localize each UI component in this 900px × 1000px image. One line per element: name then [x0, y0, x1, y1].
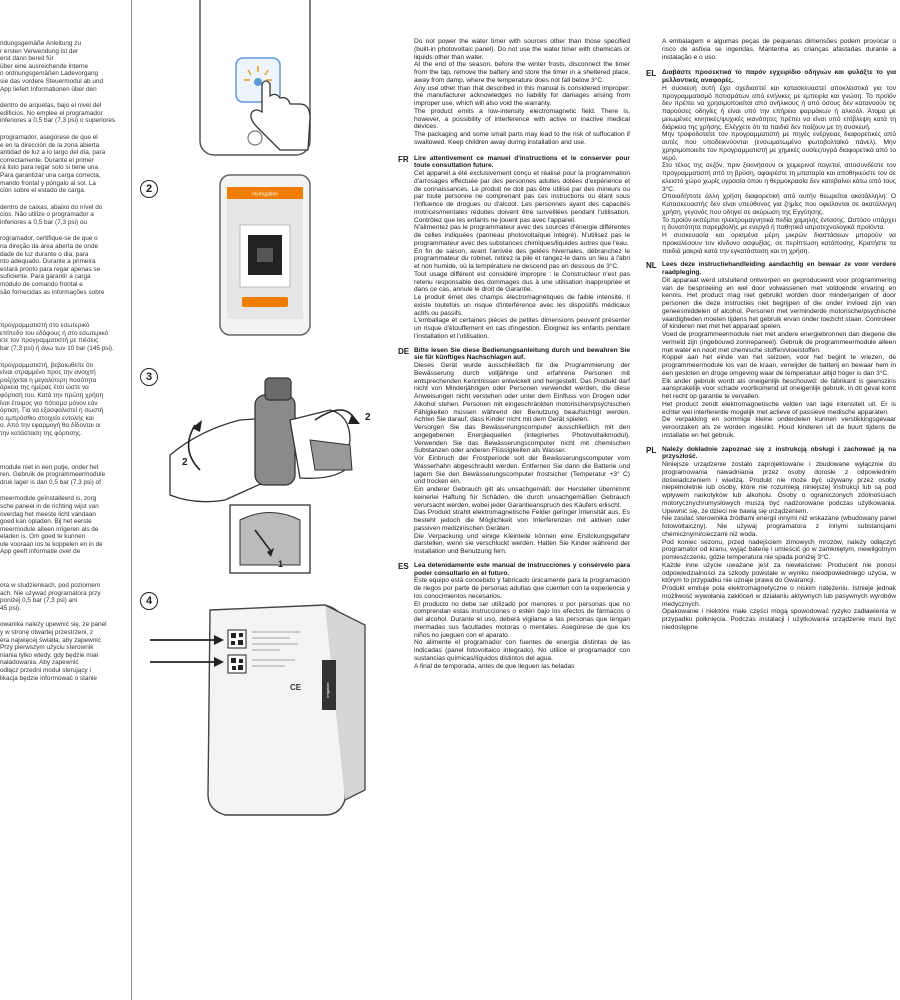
left-text-line: owanika należy upewnić się, że panel: [0, 621, 107, 629]
left-text-line: ción sobre el estado de carga.: [0, 187, 86, 195]
paragraph: Elk ander gebruik wordt als oneigenlijk beschouwd: de fabrikant is geenszins aansprakelijk voor schade voortkomend uit oneigenlijk gebruik, in dit geval komt het recht op garantie te vervallen.: [662, 377, 896, 400]
paragraph: Produkt emituje pola elektromagnetyczne o niskim natężeniu. Istnieje jednak możliwość wywołania zakłóceń w działaniu aktywnych lub pasywnych wyrobów medycznych.: [662, 585, 896, 608]
left-text-line: suficiente. Para garantir a carga: [0, 273, 91, 281]
left-text-line: άρκεια της ημέρας έτσι ώστε να: [0, 384, 89, 392]
left-text-line: ετε τον προγραμματιστή με πιέσεις: [0, 337, 99, 345]
paragraph: Voed de programmeermodule niet met andere energiebronnen dan diegene die vermeld zijn (ingebouwd zonnepaneel). Gebruik de programmeermodule alleen met water en nooit met chemische stoffen/vloeistoffen.: [662, 331, 896, 354]
left-text-line: dentro de caixas, abaixo do nível do: [0, 203, 103, 211]
paragraph: L'emballage et certaines pièces de petites dimensions peuvent présenter un risque d'étouffement en cas d'ingestion. Éloignez les enfants pendant l'installation et l'utilisation.: [414, 317, 630, 340]
left-text-line: Przy pierwszym użyciu sterownik: [0, 644, 94, 652]
left-text-line: ο. Από την εφαρμογή θα δίδονται οι: [0, 422, 101, 430]
language-code: EL: [646, 69, 657, 79]
left-text-line: meermodule alleen irrigeren als de: [0, 525, 99, 533]
left-text-line: επίπεδο του εδάφους ή στο εσωτερικό: [0, 329, 109, 337]
app-screen-illustration: [220, 175, 310, 335]
left-text-line: την κατάσταση της φόρτισης.: [0, 429, 82, 437]
paragraph: Het product zendt elektromagnetische velden van lage intensiteit uit. Er is echter wel interferentie mogelijk met actieve of passieve medische apparaten.: [662, 400, 896, 416]
language-code: FR: [398, 154, 409, 164]
left-text-line: correctamente. Durante el primer: [0, 156, 94, 164]
left-text-line: ροέρχεται η μεγαλύτερη ποσότητα: [0, 376, 97, 384]
paragraph: Le produit émet des champs électromagnétiques de faible intensité. Il existe toutefois un risque d'interférence avec les dispositifs médicaux actifs ou passifs.: [414, 294, 630, 317]
step-number-4: 4: [140, 592, 158, 610]
paragraph: Any use other than that described in this manual is considered improper: the manufacturer acknowledges no liability for damages arising from improper use, which will also void the warranty.: [414, 84, 630, 107]
left-text-line: cios. Não utilize o programador a: [0, 211, 94, 219]
language-section-de: [398, 347, 630, 556]
arrow-label: 2: [365, 412, 371, 423]
paragraph: Cet appareil a été exclusivement conçu et réalisé pour la programmation d'arrosages effectuée par des personnes adultes dotées d'expérience et de connaissances. Le produit ne doit pas être utilisé par des mineurs ou par toute personne ne comprenant pas ces instructions ou étant sous l'influence de drogues ou d'alcool. Les personnes ayant des capacités motrices/mentales réduites doivent être surveillées pendant l'utilisation. Contrôlez que les enfants ne jouent pas avec l'appareil.: [414, 170, 630, 224]
paragraph: Dieses Gerät wurde ausschließlich für die Programmierung der Bewässerung durch volljährige und erfahrene Personen mit entsprechenden Kenntnissen entwickelt und hergestellt. Das Produkt darf nicht von Minderjährigen oder Personen verwendet werden, die diese Anweisungen nicht verstehen oder unter dem Einfluss von Drogen oder Alkohol stehen. Personen mit eingeschränkten motorischen/psychischen Fähigkeiten müssen während der Benutzung beaufsichtigt werden. Achten Sie darauf, dass Kinder nicht mit dem Gerät spielen.: [414, 362, 630, 424]
language-section-fr: [398, 155, 630, 341]
left-text-line: ren. Gebruik de programmeermodule: [0, 471, 106, 479]
left-text-line: estará pronto para regar apenas se: [0, 265, 101, 273]
language-section-nl: [646, 261, 896, 439]
left-text-line: overdag het meeste licht vandaan: [0, 510, 96, 518]
language-code: NL: [646, 261, 657, 271]
paragraph: Każde inne użycie uważane jest za niewłaściwe: Producent nie ponosi odpowiedzialności za szkody powstałe w wyniku nieodpowiedniego użycia, w którym to przypadku nie uznaje prawa do Gwarancji.: [662, 561, 896, 585]
left-text-line: antidad de luz a lo largo del día, para: [0, 149, 106, 157]
left-text-line: druk lager is dan 0,5 bar (7,3 psi) of: [0, 478, 101, 486]
step-number-2: 2: [140, 180, 158, 198]
paragraph: Nie zasilać sterownika źródłami energii innymi niż wskazane (wbudowany panel fotowoltaiczny). Nie używaj programatora z innymi substancjami chemicznymi/cieczami niż woda.: [662, 515, 896, 538]
left-text-line: sie das vordere Steuermodul ab und: [0, 77, 104, 85]
english-safety-text: [398, 38, 630, 147]
paragraph: De verpakking en sommige kleine onderdelen kunnen verstikkingsgevaar veroorzaken als ze worden ingeslikt. Houd kinderen uit de buurt tijdens de installatie en het gebruik.: [662, 416, 896, 439]
left-text-line: φόρτισή του. Κατά την πρώτη χρήση: [0, 391, 104, 399]
left-text-line: dentro de arquetas, bajo el nivel del: [0, 102, 102, 110]
left-text-line: n ordnungsgemäßen Ladevorgang: [0, 70, 99, 78]
paragraph: Vor Einbruch der Frostperiode soll der Bewässerungscomputer vom Wasserhahn abgeschraubt werden. Entfernen Sie dann die Batterie und lagern Sie den Bewässerungscomputer frostsicher (Temperatur +3° C) und trocken ein.: [414, 455, 630, 486]
portuguese-safety-text: [646, 38, 896, 61]
left-text-line: ndungsgemäße Anleitung zu: [0, 40, 82, 47]
left-column-fragment: [0, 40, 128, 682]
left-text-line: são fornecidas as informações sobre: [0, 288, 105, 296]
left-text-line: dade de luz durante o dia, para: [0, 250, 89, 258]
paragraph: A embalagem e algumas peças de pequenas dimensões podem provocar o risco de asfixia se ingeridas. Mantenha as crianças afastadas durante a instalação e o uso.: [662, 38, 896, 61]
paragraph: The packaging and some small parts may lead to the risk of suffocation if swallowed. Keep children away during installation and use.: [414, 131, 630, 146]
left-text-line: όρτιση. Για να εξασφαλιστεί η σωστή: [0, 407, 104, 415]
left-text-line: odłącz przedni moduł sterujący i: [0, 667, 91, 674]
language-section-pl: [646, 446, 896, 632]
paragraph: Dit apparaat werd uitsluitend ontworpen en geproduceerd voor programmering van de besproeiing en wel door volwassenen met voldoende ervaring en kennis. Het product mag niet gebruikt worden door minderjarigen of door personen die deze instructies niet begrijpen of die onder invloed zijn van geneesmiddelen of alcohol. Personen met verminderde motorische/psychische vaardigheden moeten tijdens het gebruik ervan onder toezicht staan. Controleer of kinderen niet met het apparaat spelen.: [662, 276, 896, 331]
left-text-line: bar (7,3 psi) ή άνω των 10 bar (145 psi).: [0, 345, 114, 352]
paragraph: Tout usage différent est considéré impropre : le Constructeur n'est pas retenu responsable des dommages dus à une utilisation inappropriée et dans ce cas, annule le droit de Garantie.: [414, 270, 630, 294]
paragraph: Das Produkt strahlt elektromagnetische Felder geringer Intensität aus. Es besteht jedoch die Möglichkeit von Interferenzen mit aktiven oder passiven medizinischen Geräten.: [414, 509, 630, 532]
paragraph: Η συσκευασία και ορισμένα μέρη μικρών διαστάσεων μπορούν να προκαλέσουν τον κίνδυνο ασφυξίας, σε περίπτωση κατάποσης. Κρατήστε τα παιδιά μακριά κατά την εγκατάσταση και τη χρήση.: [662, 232, 896, 255]
left-text-line: niania tylko wtedy, gdy będzie miał: [0, 651, 98, 659]
left-text-line: r ersten Verwendung ist der: [0, 47, 79, 55]
phone-tap-illustration: [200, 0, 310, 155]
arrow-label: 1: [278, 559, 284, 569]
paragraph: No alimente el programador con fuentes de energía distintas de las indicadas (panel fotovoltaico integrado). No utilice el programador con sustancias químicas/líquidos distintos del agua.: [414, 639, 630, 662]
language-section-el: [646, 69, 896, 255]
left-text-line: είναι στραμμένο προς την ανοιχτή: [0, 369, 96, 377]
left-text-line: über eine ausreichende interne: [0, 62, 89, 70]
paragraph: Opakowanie i niektóre małe części mogą spowodować ryzyko zadławienia w przypadku połknięcia. Podczas instalacji i użytkowania urządzenie musi być niedostępne: [662, 608, 896, 631]
paragraph: Die Verpackung und einige Kleinteile können eine Erstickungsgefahr darstellen, wenn sie verschluckt werden. Halten Sie Kinder während der Installation und Benutzung fern.: [414, 532, 630, 555]
right-text-column: [646, 38, 896, 638]
middle-text-column: [398, 38, 630, 676]
instruction-illustrations: [140, 0, 380, 1000]
left-text-line: ach. Nie używać programatora przy: [0, 589, 101, 597]
paragraph: Στο τέλος της σεζόν, πριν ξεκινήσουν οι χειμερινοί παγετοί, αποσυνδέστε τον προγραμματιστή από τη βρύση, αφαιρέστε τη μπαταρία και αποθηκεύστε τον σε κλειστό χώρο χωρίς υγρασία όπου η θερμοκρασία δεν κατεβαίνει κάτω από τους 3°C.: [662, 162, 896, 193]
left-text-line: goed kan opladen. Bij het eerste: [0, 518, 92, 526]
left-text-line: ο εμπρόσθιο στοιχείο εντολής και: [0, 414, 94, 422]
left-text-line: ule vooraan los te koppelen en in de: [0, 540, 103, 548]
step-number-3: 3: [140, 368, 158, 386]
paragraph: At the end of the season, before the winter frosts, disconnect the timer from the tap, remove the battery and store the timer in a sheltered place, away from damp, where the temperature does not fall below 3°C.: [414, 61, 630, 84]
left-text-line: likacja będzie informować o stanie: [0, 674, 97, 682]
app-header-text: myirrigation: [252, 191, 278, 198]
left-text-line: inferiores a 0,5 bar (7,3 psi) o superiores: [0, 117, 116, 125]
paragraph: Οποιαδήποτε άλλη χρήση διαφορετική από αυτήν θεωρείται ακατάλληλη: Ο Κατασκευαστής δεν είναι υπεύθυνος για ζημίες που οφείλονται σε ακατάλληλη χρήση, γεγονός που οδηγεί σε ακύρωση της Εγγύησης.: [662, 193, 896, 216]
left-text-line: rá listo para regar solo si tiene una: [0, 164, 99, 172]
left-text-line: ίναι έτοιμος για πότισμα μόνον εάν: [0, 399, 98, 407]
arrow-label: 2: [182, 457, 188, 468]
paragraph: En fin de saison, avant l'arrivée des gelées hivernales, débranchez le programmateur du robinet, retirez la pile et rangez-le dans un lieu à l'abri et non humide, où la température ne descend pas en dessous de 3°C.: [414, 247, 630, 270]
left-text-line: poniżej 0,5 bar (7,3 psi) ani: [0, 597, 78, 605]
left-text-line: eladen is. Om goed te kunnen: [0, 533, 86, 541]
paragraph: Lire attentivement ce manuel d'instructions et le conserver pour toute consultation future.: [414, 154, 630, 170]
left-text-line: προγραμματιστή, βεβαιωθείτε ότι: [0, 361, 94, 369]
paragraph: Niniejsze urządzenie zostało zaprojektowane i zbudowane wyłącznie do programowania nawadniania przez osoby dorosłe z odpowiednim doświadczeniem i wiedzą. Produkt nie może być używany przez osoby niepełnoletnie lub osoby, które nie rozumieją niniejszej instrukcji lub są pod wpływem narkotyków lub alkoholu. Osoby o ograniczonych zdolnościach motorycznych/umysłowych muszą być nadzorowane podczas użytkowania. Upewnić się, że dzieci nie bawią się urządzeniem.: [662, 461, 896, 515]
left-text-line: y w stronę otwartej przestrzeni, z: [0, 629, 94, 637]
hands-detach-illustration: [170, 378, 371, 573]
left-text-line: App geeft informatie over de: [0, 548, 81, 556]
left-text-line: προγραμματιστή στο εσωτερικό: [0, 322, 90, 330]
language-section-es: [398, 562, 630, 671]
paragraph: A final de temporada, antes de que lleguen las heladas: [414, 662, 575, 670]
paragraph: Διαβάστε προσεκτικά το παρόν εγχειρίδιο οδηγιών και φυλάξτε το για μελλοντικές αναφορές.: [662, 69, 896, 84]
left-text-line: sche paneel in de richting wijst van: [0, 502, 99, 510]
left-text-line: rogramador, certifique-se de que o: [0, 235, 98, 243]
left-text-line: Para garantizar una carga correcta,: [0, 171, 101, 179]
paragraph: Μην τροφοδοτείτε τον προγραμματιστή με πηγές ενέργειας διαφορετικές από αυτές που υποδεικνύονται (ενσωματωμένο φωτοβολταϊκό πάνελ). Μην χρησιμοποιείτε τον προγραμματιστή με χημικές ουσίες/υγρά διαφορετικά από το νερό.: [662, 131, 896, 162]
left-text-line: na direção da área aberta de onde: [0, 243, 99, 251]
left-text-line: erst dann bereit für: [0, 55, 54, 63]
left-text-line: App liefert Informationen über den: [0, 85, 97, 93]
left-text-line: mando frontal y póngalo al sol. La: [0, 179, 96, 187]
paragraph: Η συσκευή αυτή έχει σχεδιαστεί και κατασκευαστεί αποκλειστικά για τον προγραμματισμό ποτισμάτων από ενήλικες με εμπειρία και γνώση. Το προϊόν δεν πρέπει να χρησιμοποιείται από ανήλικους ή από όσους δεν κατανοούν τις παρούσες οδηγίες ή είναι υπό την επήρεια φαρμάκων ή αλκοόλ. Άτομα με μειωμένες κινητικές/ψυχικές ικανότητες πρέπει να είναι υπό επίβλεψη κατά τη διάρκεια της χρήσης. Ελέγχετε ότι τα παιδιά δεν παίζουν με τη συσκευή.: [662, 84, 896, 131]
column-divider: [131, 0, 132, 1000]
left-text-line: e en la dirección de la zona abierta: [0, 141, 100, 149]
paragraph: Do not power the water timer with sources other than those specified (built-in photovoltaic panel). Do not use the water timer with chemicals or liquids other than water.: [414, 38, 630, 61]
language-code: ES: [398, 561, 409, 571]
language-code: PL: [646, 445, 657, 455]
device-qr-illustration: [150, 605, 365, 815]
left-text-line: module niet in een putje, onder het: [0, 463, 99, 471]
paragraph: Το προϊόν εκπέμπει ηλεκτρομαγνητικά πεδία χαμηλής έντασης. Ωστόσο υπάρχει η δυνατότητα παρεμβολής με ενεργά ή παθητικά ιατροτεχνολογικά προϊόντα.: [662, 216, 896, 232]
paragraph: Koppel aan het einde van het seizoen, voor het begint te vriezen, de programmeermodule los van de kraan, verwijder de batterij en bewaar hem in een gesloten en droge omgeving waar de temperatuur altijd hoger is dan 3°C.: [662, 354, 896, 377]
paragraph: The product emits a low-intensity electromagnetic field. There is, however, a possibility of interference with active or inactive medical devices.: [414, 107, 630, 131]
left-text-line: nto adequado. Durante a primeira: [0, 258, 96, 266]
left-text-line: ora w studzienkach, pod poziomem: [0, 582, 101, 590]
paragraph: Lea detenidamente este manual de instrucciones y consérvelo para poder consultarlo en el futuro.: [414, 561, 630, 577]
left-text-line: 45 psi).: [0, 604, 21, 612]
device-label: Irrigation: [325, 682, 330, 698]
paragraph: Lees deze instructiehandleiding aandachtig en bewaar ze voor verdere raadpleging.: [662, 261, 896, 276]
left-text-line: naładowania. Aby zapewnić: [0, 659, 79, 667]
left-text-line: meermodule geïnstalleerd is, zorg: [0, 495, 97, 503]
left-text-line: módulo de comando frontal e: [0, 281, 83, 289]
left-text-line: programador, asegúrese de que el: [0, 133, 98, 141]
paragraph: Pod koniec sezonu, przed nadejściem zimowych mrozów, należy odłączyć programator od kranu, wyjąć baterię i umieścić go w zamkniętym, niewilgotnym pomieszczeniu, gdzie temperatura nie spada poniżej 3°C.: [662, 538, 896, 561]
paragraph: Versorgen Sie das Bewässerungscomputer ausschließlich mit den angegebenen Energiequellen (integriertes Photovoltaikmodul). Verwenden Sie das Bewässerungscomputer nicht mit chemischen Substanzen oder anderen Flüssigkeiten als Wasser.: [414, 424, 630, 455]
language-code: DE: [398, 346, 410, 356]
paragraph: El producto no debe ser utilizado por menores o por personas que no comprendan estas instrucciones o estén bajo los efectos de fármacos o del alcohol. Durante el uso, deberá vigilarse a las personas que tengan mermadas sus facultades motoras o mentales. Asegúrese de que los niños no jueguen con el aparato.: [414, 600, 630, 639]
paragraph: Este equipo está concebido y fabricado únicamente para la programación de riegos por parte de personas adultas que cuenten con la experiencia y los conocimientos necesarios.: [414, 577, 630, 600]
left-text-line: inferiores a 0,5 bar (7,3 psi) ou: [0, 218, 88, 226]
paragraph: Należy dokładnie zapoznać się z instrukcją obsługi i zachować ją na przyszłość.: [662, 445, 896, 461]
paragraph: N'alimentez pas le programmateur avec des sources d'énergie différentes de celles indiquées (panneau photovoltaïque intégré). N'utilisez pas le programmateur avec des substances chimiques/liquides autres que l'eau.: [414, 224, 630, 247]
left-text-line: edificios. No emplee el programador: [0, 109, 103, 117]
paragraph: Ein anderer Gebrauch gilt als unsachgemäß: der Hersteller übernimmt keinerlei Haftung für Schäden, die durch unsachgemäßen Gebrauch verursacht werden, wobei jeder Garantieanspruch des Käufers erlischt.: [414, 486, 630, 509]
left-text-line: era najwięcej światła, aby zapewnić: [0, 636, 101, 644]
svg-text:CE: CE: [290, 683, 302, 692]
illustration-column: [140, 0, 380, 1000]
paragraph: Bitte lesen Sie diese Bedienungsanleitung durch und bewahren Sie sie für künftiges Nachschlagen auf.: [414, 346, 630, 362]
